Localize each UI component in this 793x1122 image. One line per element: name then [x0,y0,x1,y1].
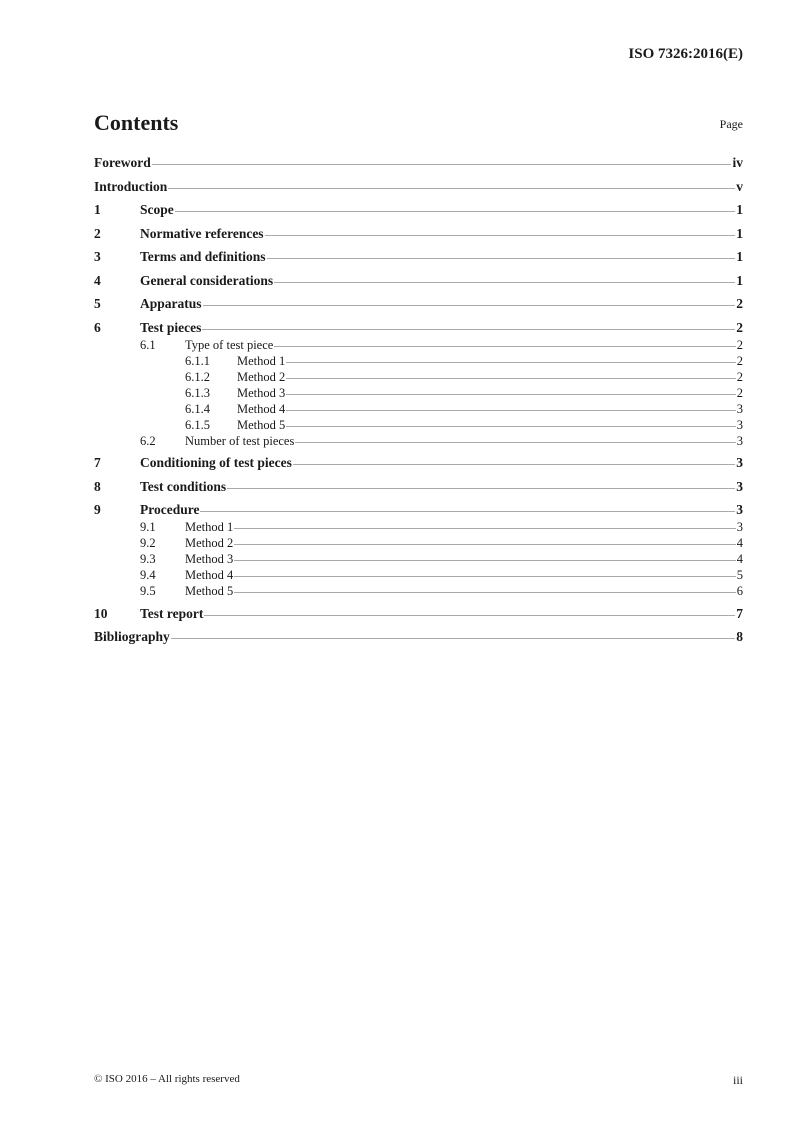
toc-entry-page: 2 [736,369,743,384]
toc-entry-number: 6.2 [140,433,156,448]
toc-entry[interactable] [94,433,743,449]
toc-entry-title: Terms and definitions [140,249,266,264]
toc-dot-leader [286,394,735,395]
toc-entry[interactable] [94,567,743,583]
toc-entry-page: 3 [736,417,743,432]
toc-entry-page: 6 [736,584,743,598]
toc-entry[interactable] [94,454,743,472]
toc-dot-leader [234,592,735,593]
toc-dot-leader [175,211,736,212]
toc-entry[interactable] [94,337,743,353]
toc-entry[interactable] [94,401,743,417]
toc-entry-page: 2 [736,353,743,368]
toc-entry-page: 4 [736,552,743,566]
toc-entry[interactable] [94,353,743,369]
toc-entry-title: Foreword [94,155,151,170]
toc-entry-title: Introduction [94,178,168,194]
toc-dot-leader [286,362,735,363]
toc-entry-title: Method 3 [237,385,286,400]
toc-entry[interactable] [94,225,743,243]
toc-entry-page: 1 [736,272,743,288]
toc-entry[interactable] [94,385,743,401]
toc-entry-title: Type of test piece [185,337,274,352]
table-of-contents [94,152,743,646]
toc-entry[interactable] [94,295,743,313]
toc-entry-number: 9.4 [140,568,156,582]
toc-dot-leader [200,511,735,512]
toc-entry-number: 3 [94,249,101,264]
toc-entry-number: 9.5 [140,584,156,598]
toc-entry-page: 3 [736,478,743,494]
page-column-label: Page [719,117,743,131]
toc-entry-number: 8 [94,478,101,494]
toc-entry-page: 2 [736,319,743,335]
toc-entry-number: 9.1 [140,520,156,534]
toc-entry-number: 6.1.2 [185,369,210,384]
toc-entry-title: Normative references [140,225,264,241]
toc-entry-number: 1 [94,202,101,217]
toc-entry[interactable] [94,501,743,519]
toc-dot-leader [286,410,735,411]
toc-entry[interactable] [94,154,743,172]
toc-entry-number: 6.1.3 [185,385,210,400]
toc-dot-leader [227,488,735,489]
toc-entry-title: Number of test pieces [185,433,295,448]
toc-dot-leader [204,615,735,616]
page-title: Contents [94,110,179,135]
toc-entry-title: Test pieces [140,319,202,335]
toc-dot-leader [295,442,735,443]
toc-dot-leader [171,638,735,639]
toc-entry[interactable] [94,178,743,196]
toc-dot-leader [152,164,732,165]
toc-entry-page: 2 [736,296,743,311]
toc-entry-page: 2 [736,385,743,400]
toc-entry-title: Test conditions [140,478,227,494]
toc-entry-page: 4 [736,536,743,550]
toc-entry-title: Conditioning of test pieces [140,455,292,470]
toc-entry-title: Bibliography [94,629,170,644]
toc-entry-page: 3 [736,520,743,534]
toc-entry-title: Test report [140,605,204,621]
toc-entry[interactable] [94,272,743,290]
toc-entry[interactable] [94,417,743,433]
toc-entry-number: 9.2 [140,536,156,550]
toc-entry-title: Method 2 [237,369,286,384]
toc-dot-leader [234,544,735,545]
toc-entry[interactable] [94,478,743,496]
toc-entry-page: 1 [736,225,743,241]
toc-entry-number: 10 [94,605,108,621]
toc-entry-title: Method 5 [237,417,286,432]
toc-entry-page: 3 [736,455,743,470]
toc-entry-title: Apparatus [140,296,202,311]
footer-page-number: iii [732,1073,743,1087]
document-id: ISO 7326:2016(E) [628,46,743,62]
toc-entry-title: Method 3 [185,552,234,566]
toc-entry-number: 6.1.4 [185,401,210,416]
toc-entry[interactable] [94,535,743,551]
toc-dot-leader [234,528,735,529]
toc-dot-leader [234,560,735,561]
toc-entry-page: 1 [736,249,743,264]
footer-copyright: © ISO 2016 – All rights reserved [94,1073,240,1085]
toc-dot-leader [202,329,735,330]
toc-entry-title: Method 4 [185,568,234,582]
toc-entry-page: iv [732,155,743,170]
toc-entry-page: 1 [736,202,743,217]
toc-entry-number: 2 [94,225,101,241]
toc-entry-title: Method 2 [185,536,234,550]
toc-entry-page: 7 [736,605,743,621]
toc-entry-title: General considerations [140,272,274,288]
toc-dot-leader [267,258,736,259]
toc-entry-number: 9 [94,502,101,517]
toc-entry[interactable] [94,551,743,567]
toc-entry-page: 3 [736,502,743,517]
toc-entry-number: 9.3 [140,552,156,566]
toc-entry-number: 6.1.5 [185,417,210,432]
toc-dot-leader [274,346,735,347]
toc-entry-title: Method 1 [237,353,286,368]
toc-entry-number: 5 [94,296,101,311]
toc-entry[interactable] [94,248,743,266]
toc-entry-page: v [736,178,743,194]
toc-entry-page: 3 [736,433,743,448]
toc-entry[interactable] [94,605,743,623]
toc-entry[interactable] [94,369,743,385]
toc-entry-title: Procedure [140,502,200,517]
toc-entry-title: Method 1 [185,520,234,534]
toc-dot-leader [203,305,736,306]
toc-entry-page: 8 [736,629,743,644]
toc-dot-leader [234,576,735,577]
toc-entry-page: 2 [736,337,743,352]
toc-dot-leader [265,235,736,236]
toc-entry[interactable] [94,319,743,337]
toc-entry[interactable] [94,628,743,646]
toc-entry-number: 7 [94,455,101,470]
toc-entry-page: 5 [736,568,743,582]
toc-entry-page: 3 [736,401,743,416]
toc-dot-leader [168,188,735,189]
toc-entry-number: 6.1 [140,337,156,352]
toc-dot-leader [286,378,735,379]
toc-dot-leader [293,464,735,465]
toc-entry-title: Scope [140,202,174,217]
toc-dot-leader [274,282,735,283]
toc-entry-number: 4 [94,272,101,288]
toc-entry[interactable] [94,583,743,599]
toc-entry[interactable] [94,201,743,219]
toc-entry-title: Method 5 [185,584,234,598]
toc-dot-leader [286,426,735,427]
toc-entry-title: Method 4 [237,401,286,416]
toc-entry-number: 6.1.1 [185,353,210,368]
toc-entry[interactable] [94,519,743,535]
toc-entry-number: 6 [94,319,101,335]
